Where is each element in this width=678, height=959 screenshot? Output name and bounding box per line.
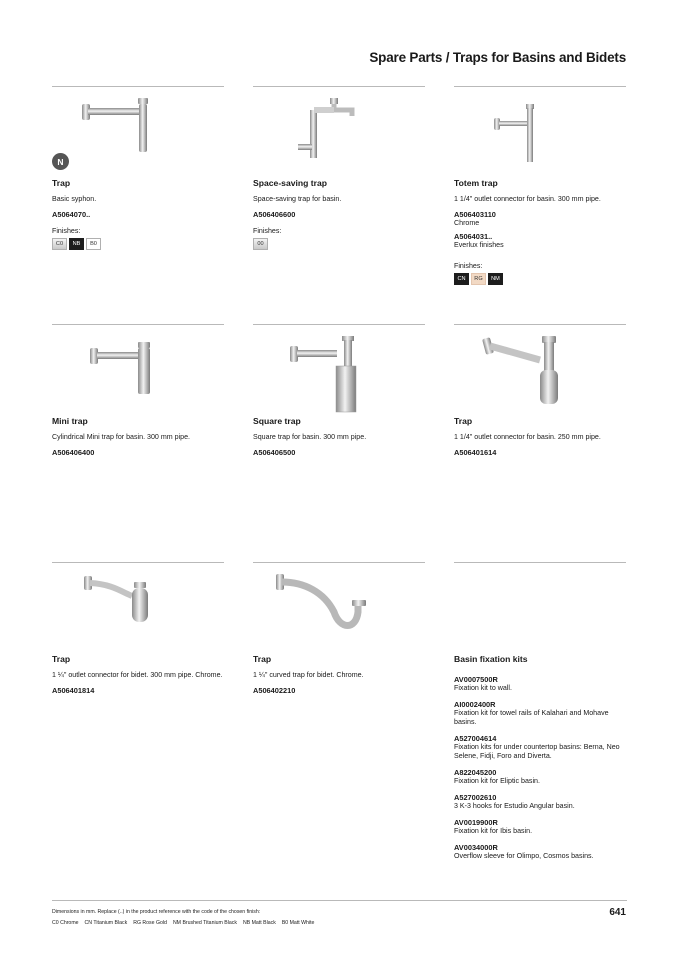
kit-item	[454, 818, 629, 836]
divider	[253, 86, 425, 87]
kit-code: A822045200	[454, 768, 497, 777]
product-finish-note: Chrome	[454, 219, 480, 227]
mini-trap-image	[88, 336, 168, 400]
curved-trap-image	[274, 572, 374, 640]
kit-description: Fixation kit to wall.	[454, 684, 512, 692]
kit-description: Fixation kit for towel rails of Kalahari and Mohave basins.	[454, 709, 609, 726]
kits-title: Basin fixation kits	[454, 654, 528, 664]
kit-description: Fixation kits for under countertop basins: Berna, Neo Selene, Fidji, Foro and Diverta.	[454, 743, 620, 760]
finish-swatch-rose-gold: RG	[471, 273, 486, 285]
legend-item: B0 Matt White	[281, 920, 315, 926]
divider	[52, 86, 224, 87]
kit-code: A527002610	[454, 793, 497, 802]
product-bidet-trap	[52, 654, 224, 695]
divider	[52, 324, 224, 325]
kit-item	[454, 843, 629, 861]
finishes-label: Finishes:	[454, 262, 483, 270]
kit-code: AV0019900R	[454, 818, 498, 827]
product-curved-bidet-trap	[253, 654, 425, 695]
finish-legend	[52, 920, 314, 926]
product-code: A506401614	[454, 448, 497, 457]
product-description: 1 ¼" curved trap for bidet. Chrome.	[253, 671, 364, 679]
product-code: A506401814	[52, 686, 95, 695]
product-mini-trap	[52, 416, 224, 457]
kit-description: 3 K-3 hooks for Estudio Angular basin.	[454, 802, 575, 810]
divider	[253, 324, 425, 325]
finish-swatch-matt-black: NB	[69, 238, 84, 250]
footer-note: Dimensions in mm. Replace (..) in the product reference with the code of the chosen finish:	[52, 909, 261, 915]
kit-description: Overflow sleeve for Olimpo, Cosmos basins.	[454, 852, 594, 860]
product-code: A506406500	[253, 448, 296, 457]
finishes-label: Finishes:	[253, 227, 282, 235]
product-code: A506406600	[253, 210, 296, 219]
kit-item	[454, 793, 629, 811]
divider	[454, 86, 626, 87]
product-name: Trap	[52, 178, 71, 188]
new-badge: N	[52, 153, 69, 170]
legend-item: CN Titanium Black	[84, 920, 128, 926]
kit-code: A527004614	[454, 734, 497, 743]
finish-swatch-chrome: C0	[52, 238, 67, 250]
product-space-saving-trap	[253, 178, 425, 250]
product-name: Space-saving trap	[253, 178, 328, 188]
product-name: Trap	[454, 416, 473, 426]
finish-swatches	[52, 238, 224, 250]
kit-code: AI0002400R	[454, 700, 496, 709]
finish-swatches	[454, 273, 626, 285]
product-code: A5064031..	[454, 232, 493, 241]
product-square-trap	[253, 416, 425, 457]
page-number: 641	[609, 907, 626, 918]
product-name: Square trap	[253, 416, 301, 426]
product-totem-trap	[454, 178, 626, 285]
trap-image	[480, 332, 570, 408]
product-description: Space-saving trap for basin.	[253, 195, 342, 203]
kit-description: Fixation kit for Eliptic basin.	[454, 777, 540, 785]
product-name: Trap	[253, 654, 272, 664]
space-saving-trap-image	[290, 94, 380, 166]
finishes-label: Finishes:	[52, 227, 81, 235]
kit-item	[454, 734, 629, 761]
divider	[454, 562, 626, 563]
kit-code: AV0034000R	[454, 843, 498, 852]
kit-item	[454, 675, 629, 693]
product-description: Basic syphon.	[52, 195, 97, 203]
finish-swatches	[253, 238, 425, 250]
divider	[52, 562, 224, 563]
product-name: Trap	[52, 654, 71, 664]
legend-item: NM Brushed Titanium Black	[172, 920, 237, 926]
divider	[454, 324, 626, 325]
footer-divider	[52, 900, 627, 901]
kit-item	[454, 768, 629, 786]
bidet-trap-image	[82, 572, 162, 628]
trap-image	[78, 94, 188, 156]
product-description: 1 1/4" outlet connector for basin. 250 mm pipe.	[454, 433, 601, 441]
product-name: Mini trap	[52, 416, 88, 426]
finish-swatch-brushed-titanium-black: NM	[488, 273, 503, 285]
divider	[253, 562, 425, 563]
product-code: A506402210	[253, 686, 296, 695]
product-code: A5064070..	[52, 210, 91, 219]
product-name: Totem trap	[454, 178, 498, 188]
totem-trap-image	[490, 100, 550, 166]
product-trap-250	[454, 416, 626, 457]
square-trap-image	[290, 334, 370, 414]
finish-swatch-matt-white: B0	[86, 238, 101, 250]
page-title: Spare Parts / Traps for Basins and Bidets	[369, 50, 626, 65]
kit-item	[454, 700, 629, 727]
product-code: A506403110	[454, 210, 496, 219]
product-description: Cylindrical Mini trap for basin. 300 mm pipe.	[52, 433, 190, 441]
kit-code: AV0007500R	[454, 675, 498, 684]
product-description: 1 ¼" outlet connector for bidet. 300 mm pipe. Chrome.	[52, 671, 223, 679]
legend-item: NB Matt Black	[242, 920, 276, 926]
legend-item: C0 Chrome	[52, 920, 79, 926]
legend-item: RG Rose Gold	[133, 920, 167, 926]
product-description: 1 1/4" outlet connector for basin. 300 mm pipe.	[454, 195, 601, 203]
finish-swatch-chrome: 00	[253, 238, 268, 250]
product-description: Square trap for basin. 300 mm pipe.	[253, 433, 367, 441]
product-code: A506406400	[52, 448, 95, 457]
kit-description: Fixation kit for Ibis basin.	[454, 827, 533, 835]
product-trap-basic	[52, 178, 224, 250]
basin-fixation-kits	[454, 654, 629, 868]
product-finish-note: Everlux finishes	[454, 241, 504, 249]
finish-swatch-titanium-black: CN	[454, 273, 469, 285]
